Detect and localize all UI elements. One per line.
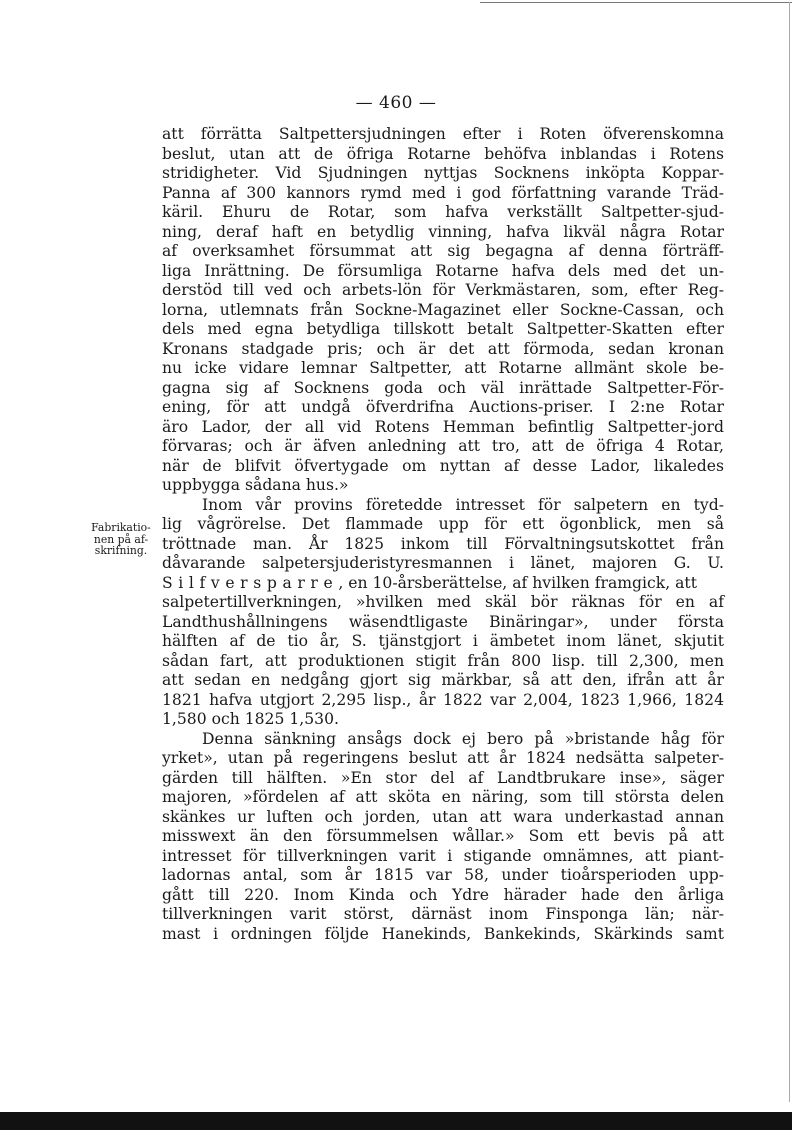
text-line: liga Inrättning. De försumliga Rotarne hafva dels med det un-: [162, 261, 724, 280]
margin-note-line: Fabrikatio-: [91, 521, 151, 534]
text-line: 1821 hafva utgjort 2,295 lisp., år 1822 var 2,004, 1823 1,966, 1824: [162, 690, 724, 709]
margin-note: [84, 522, 158, 557]
scan-edge-bottom: [0, 1112, 792, 1130]
text-line: ening, för att undgå öfverdrifna Auctions-priser. I 2:ne Rotar: [162, 398, 724, 416]
body-text: [162, 125, 724, 944]
margin-note-line: skrifning.: [94, 544, 148, 557]
text-line: Panna af 300 kannors rymd med i god författning varande Träd-: [162, 183, 724, 202]
text-line: stridigheter. Vid Sjudningen nyttjas Socknens inköpta Koppar-: [162, 164, 724, 182]
text-line: gått till 220. Inom Kinda och Ydre härader hade den årliga: [162, 885, 724, 904]
text-line: [162, 574, 724, 594]
text-line: lig vågrörelse. Det flammade upp för ett ögonblick, men så: [162, 515, 724, 533]
text-line: yrket», utan på regeringens beslut att år 1824 nedsätta salpeter-: [162, 749, 724, 767]
text-line: dåvarande salpetersjuderistyresmannen i länet, majoren G. U.: [162, 554, 724, 572]
text-line: Denna sänkning ansågs dock ej bero på »bristande håg för: [202, 729, 724, 748]
text-line: sådan fart, att produktionen stigit från 800 lisp. till 2,300, men: [162, 651, 724, 670]
page-number: — 460 —: [355, 93, 437, 113]
text-line-rest: , en 10-årsberättelse, af hvilken framgick, att: [338, 573, 697, 592]
text-line: intresset för tillverkningen varit i stigande omnämnes, att piant-: [162, 846, 724, 865]
text-line: käril. Ehuru de Rotar, som hafva verkställt Saltpetter-sjud-: [162, 203, 724, 221]
text-line: uppbygga sådana hus.»: [162, 476, 349, 494]
text-line: majoren, »fördelen af att sköta en näring, som till största delen: [162, 788, 724, 806]
text-line: beslut, utan att de öfriga Rotarne behöfva inblandas i Rotens: [162, 144, 724, 163]
text-line: derstöd till ved och arbets-lön för Verkmästaren, som, efter Reg-: [162, 281, 724, 299]
text-line: tillverkningen varit störst, därnäst inom Finsponga län; när-: [162, 905, 724, 923]
text-line: när de blifvit öfvertygade om nyttan af desse Lador, likaledes: [162, 456, 724, 475]
text-line: dels med egna betydliga tillskott betalt Saltpetter-Skatten efter: [162, 320, 724, 338]
text-line: Landthushållningens wäsendtligaste Binäringar», under första: [162, 612, 724, 631]
text-line: tröttnade man. År 1825 inkom till Förvaltningsutskottet från: [162, 534, 724, 553]
text-line: ladornas antal, som år 1815 var 58, under tioårsperioden upp-: [162, 866, 724, 884]
text-line: hälften af de tio år, S. tjänstgjort i ämbetet inom länet, skjutit: [162, 632, 724, 650]
text-line: äro Lador, der all vid Rotens Hemman befintlig Saltpetter-jord: [162, 417, 724, 436]
text-line: mast i ordningen följde Hanekinds, Bankekinds, Skärkinds samt: [162, 924, 724, 943]
scan-edge-right: [789, 2, 790, 1102]
text-line: lorna, utlemnats från Sockne-Magazinet eller Sockne-Cassan, och: [162, 300, 724, 319]
text-line: Kronans stadgade pris; och är det att förmoda, sedan kronan: [162, 339, 724, 358]
text-line: salpetertillverkningen, »hvilken med skäl bör räknas för en af: [162, 593, 724, 611]
scan-edge-top: [480, 2, 792, 3]
text-line: nu icke vidare lemnar Saltpetter, att Rotarne allmänt skole be-: [162, 359, 724, 377]
text-line: att sedan en nedgång gjort sig märkbar, så att den, ifrån att år: [162, 671, 724, 689]
text-line: 1,580 och 1825 1,530.: [162, 710, 339, 728]
text-line: ning, deraf haft en betydlig vinning, hafva likväl några Rotar: [162, 222, 724, 241]
text-line: förvaras; och är äfven anledning att tro, att de öfriga 4 Rotar,: [162, 437, 724, 455]
margin-note-line: nen på af-: [93, 532, 149, 546]
text-line: Inom vår provins företedde intresset för salpetern en tyd-: [202, 495, 724, 514]
spaced-name: Silfversparre: [162, 573, 339, 592]
text-line: att förrätta Saltpettersjudningen efter i Roten öfverenskomna: [162, 125, 724, 143]
text-line: gärden till hälften. »En stor del af Landtbrukare inse», säger: [162, 768, 724, 787]
text-line: skänkes ur luften och jorden, utan att wara underkastad annan: [162, 807, 724, 826]
text-line: misswext än den försummelsen wållar.» Som ett bevis på att: [162, 827, 724, 845]
text-line: af overksamhet försummat att sig begagna af denna förträff-: [162, 242, 724, 260]
text-line: gagna sig af Socknens goda och väl inrättade Saltpetter-För-: [162, 378, 724, 397]
